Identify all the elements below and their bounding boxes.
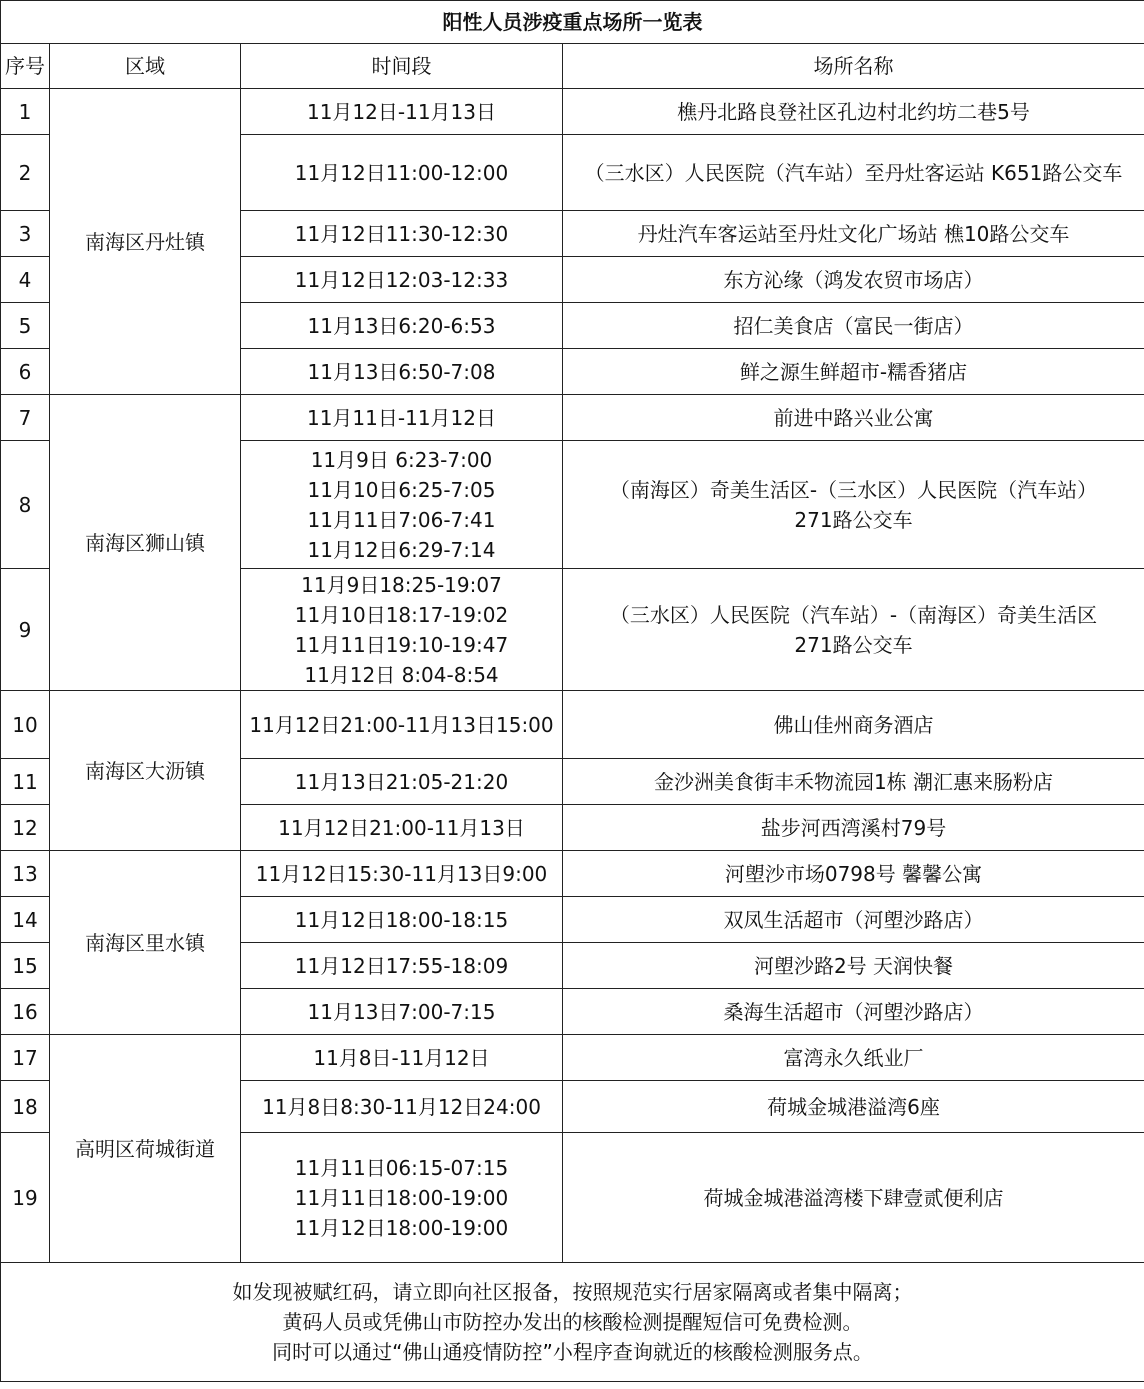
place-line: （南海区）奇美生活区-（三水区）人民医院（汽车站）	[609, 477, 1098, 502]
row-no: 15	[1, 943, 50, 989]
row-no: 1	[1, 89, 50, 135]
row-no: 4	[1, 257, 50, 303]
place-cell: 双凤生活超市（河塱沙路店）	[563, 897, 1144, 943]
area-cell: 高明区荷城街道	[50, 1035, 241, 1263]
row-no: 6	[1, 349, 50, 395]
table-title: 阳性人员涉疫重点场所一览表	[1, 1, 1144, 44]
footer-line: 同时可以通过“佛山通疫情防控”小程序查询就近的核酸检测服务点。	[272, 1340, 873, 1364]
row-no: 14	[1, 897, 50, 943]
time-line: 11月9日 6:23-7:00	[310, 447, 493, 472]
footer-row	[1, 1263, 1144, 1382]
area-cell: 南海区狮山镇	[50, 395, 241, 691]
place-cell: 前进中路兴业公寓	[563, 395, 1144, 441]
time-cell	[241, 1133, 563, 1263]
table-row	[1, 89, 1144, 135]
time-line: 11月11日19:10-19:47	[294, 632, 509, 657]
table-row	[1, 851, 1144, 897]
time-cell: 11月12日-11月13日	[241, 89, 563, 135]
place-cell	[563, 441, 1144, 569]
place-cell: 荷城金城港溢湾6座	[563, 1081, 1144, 1133]
row-no: 10	[1, 691, 50, 759]
footer-line: 黄码人员或凭佛山市防控办发出的核酸检测提醒短信可免费检测。	[282, 1310, 863, 1334]
time-line: 11月11日7:06-7:41	[307, 507, 496, 532]
footer-notice	[1, 1263, 1144, 1382]
place-cell: 河塱沙市场0798号 馨馨公寓	[563, 851, 1144, 897]
time-cell: 11月12日12:03-12:33	[241, 257, 563, 303]
header-place: 场所名称	[563, 44, 1144, 89]
time-cell: 11月12日17:55-18:09	[241, 943, 563, 989]
time-cell	[241, 569, 563, 691]
header-row	[1, 44, 1144, 89]
time-line: 11月9日18:25-19:07	[301, 572, 502, 597]
place-cell: 盐步河西湾溪村79号	[563, 805, 1144, 851]
row-no: 19	[1, 1133, 50, 1263]
time-line: 11月11日18:00-19:00	[294, 1185, 509, 1210]
area-cell: 南海区丹灶镇	[50, 89, 241, 395]
time-line: 11月10日6:25-7:05	[307, 477, 496, 502]
place-cell: 佛山佳州商务酒店	[563, 691, 1144, 759]
time-cell: 11月13日7:00-7:15	[241, 989, 563, 1035]
time-cell	[241, 441, 563, 569]
place-cell: 荷城金城港溢湾楼下肆壹贰便利店	[563, 1133, 1144, 1263]
table-row	[1, 1035, 1144, 1081]
footer-line: 如发现被赋红码，请立即向社区报备，按照规范实行居家隔离或者集中隔离；	[232, 1280, 913, 1304]
place-line: （三水区）人民医院（汽车站）-（南海区）奇美生活区	[609, 602, 1098, 627]
header-time: 时间段	[241, 44, 563, 89]
place-cell: 鲜之源生鲜超市-糯香猪店	[563, 349, 1144, 395]
time-line: 11月11日06:15-07:15	[294, 1155, 509, 1180]
place-cell: 丹灶汽车客运站至丹灶文化广场站 樵10路公交车	[563, 211, 1144, 257]
place-cell: 招仁美食店（富民一街店）	[563, 303, 1144, 349]
row-no: 2	[1, 135, 50, 211]
table-row	[1, 691, 1144, 759]
row-no: 11	[1, 759, 50, 805]
header-no: 序号	[1, 44, 50, 89]
time-line: 11月10日18:17-19:02	[294, 602, 509, 627]
time-cell: 11月12日15:30-11月13日9:00	[241, 851, 563, 897]
row-no: 13	[1, 851, 50, 897]
area-cell: 南海区大沥镇	[50, 691, 241, 851]
row-no: 9	[1, 569, 50, 691]
time-cell: 11月8日8:30-11月12日24:00	[241, 1081, 563, 1133]
place-line: 271路公交车	[794, 632, 913, 657]
time-cell: 11月12日21:00-11月13日15:00	[241, 691, 563, 759]
row-no: 18	[1, 1081, 50, 1133]
time-cell: 11月13日21:05-21:20	[241, 759, 563, 805]
time-line: 11月12日18:00-19:00	[294, 1215, 509, 1240]
row-no: 3	[1, 211, 50, 257]
row-no: 12	[1, 805, 50, 851]
row-no: 7	[1, 395, 50, 441]
title-row	[1, 1, 1144, 44]
table-row	[1, 395, 1144, 441]
time-cell: 11月13日6:20-6:53	[241, 303, 563, 349]
place-cell: 樵丹北路良登社区孔边村北约坊二巷5号	[563, 89, 1144, 135]
time-cell: 11月12日11:30-12:30	[241, 211, 563, 257]
place-cell: 富湾永久纸业厂	[563, 1035, 1144, 1081]
row-no: 8	[1, 441, 50, 569]
time-cell: 11月12日18:00-18:15	[241, 897, 563, 943]
place-cell: 河塱沙路2号 天润快餐	[563, 943, 1144, 989]
place-cell	[563, 569, 1144, 691]
row-no: 17	[1, 1035, 50, 1081]
time-line: 11月12日 8:04-8:54	[304, 662, 499, 687]
time-cell: 11月12日21:00-11月13日	[241, 805, 563, 851]
row-no: 16	[1, 989, 50, 1035]
place-line: 271路公交车	[794, 507, 913, 532]
row-no: 5	[1, 303, 50, 349]
time-cell: 11月13日6:50-7:08	[241, 349, 563, 395]
time-line: 11月12日6:29-7:14	[307, 537, 496, 562]
time-cell: 11月8日-11月12日	[241, 1035, 563, 1081]
place-cell: 桑海生活超市（河塱沙路店）	[563, 989, 1144, 1035]
place-cell: （三水区）人民医院（汽车站）至丹灶客运站 K651路公交车	[563, 135, 1144, 211]
area-cell: 南海区里水镇	[50, 851, 241, 1035]
time-cell: 11月12日11:00-12:00	[241, 135, 563, 211]
header-area: 区域	[50, 44, 241, 89]
place-cell: 金沙洲美食街丰禾物流园1栋 潮汇惠来肠粉店	[563, 759, 1144, 805]
place-cell: 东方沁缘（鸿发农贸市场店）	[563, 257, 1144, 303]
time-cell: 11月11日-11月12日	[241, 395, 563, 441]
